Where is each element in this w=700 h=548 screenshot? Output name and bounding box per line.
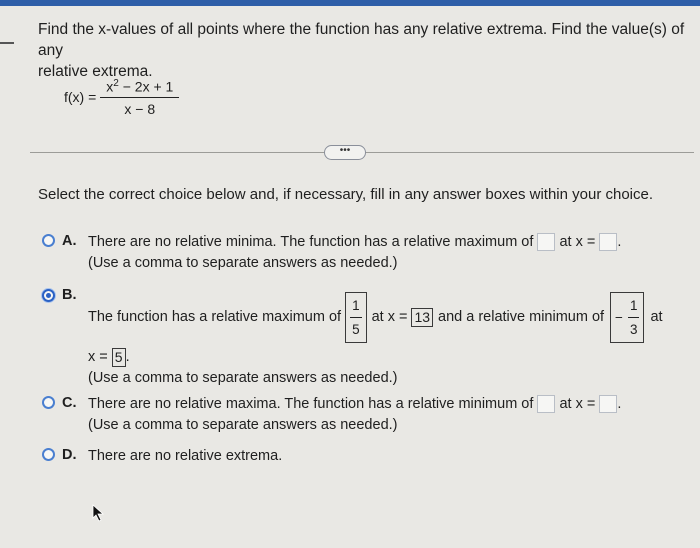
- choice-b[interactable]: The function has a relative maximum of 1 5 at x = 13 and a relative minimum of − $\frac{1}{3}$ at x = 5 . (Use a comma to separate answers as needed.): [88, 292, 694, 389]
- choice-d[interactable]: There are no relative extrema.: [88, 448, 283, 464]
- function-denominator: x − 8: [124, 100, 156, 117]
- choice-c-radio[interactable]: [42, 396, 55, 409]
- choice-b-x1-answer[interactable]: 13: [411, 308, 433, 327]
- instruction-text: Select the correct choice below and, if necessary, fill in any answer boxes within your choice.: [38, 186, 654, 203]
- function-fraction: [100, 78, 179, 117]
- choice-c-note: (Use a comma to separate answers as needed.): [88, 417, 398, 433]
- choice-c-min-input[interactable]: [537, 395, 555, 413]
- function-numerator: $x^2 - 2x + 1$: [100, 78, 179, 98]
- arrow-cursor-icon: [92, 504, 106, 522]
- choice-a-letter: A.: [62, 233, 77, 249]
- choice-b-max-answer[interactable]: 1 5: [345, 292, 367, 343]
- choice-b-x2-answer[interactable]: 5: [112, 348, 126, 367]
- choice-b-note: (Use a comma to separate answers as needed.): [88, 370, 398, 386]
- choice-b-radio[interactable]: [42, 289, 55, 302]
- choice-a-x-input[interactable]: [599, 233, 617, 251]
- side-marker: [0, 42, 14, 44]
- question-text: Find the x-values of all points where the function has any relative extrema. Find the value(s) of any relative extrema.: [38, 21, 685, 80]
- top-accent-bar: [0, 0, 700, 6]
- choice-d-letter: D.: [62, 447, 77, 463]
- function-definition: [64, 78, 179, 117]
- choice-d-radio[interactable]: [42, 448, 55, 461]
- choice-c[interactable]: There are no relative maxima. The function has a relative minimum of at x = . (Use a comma to separate answers as needed.): [88, 396, 622, 433]
- choice-c-letter: C.: [62, 395, 77, 411]
- choice-b-letter: B.: [62, 287, 77, 303]
- choice-a-max-input[interactable]: [537, 233, 555, 251]
- choice-a[interactable]: There are no relative minima. The function has a relative maximum of at x = . (Use a comma to separate answers as needed.): [88, 234, 622, 271]
- expand-more-button[interactable]: •••: [324, 145, 366, 160]
- choice-a-radio[interactable]: [42, 234, 55, 247]
- function-lhs: f(x) =: [64, 89, 97, 106]
- choice-c-x-input[interactable]: [599, 395, 617, 413]
- choice-b-min-answer[interactable]: − $\frac{1}{3}$: [610, 292, 644, 343]
- choice-a-note: (Use a comma to separate answers as needed.): [88, 255, 398, 271]
